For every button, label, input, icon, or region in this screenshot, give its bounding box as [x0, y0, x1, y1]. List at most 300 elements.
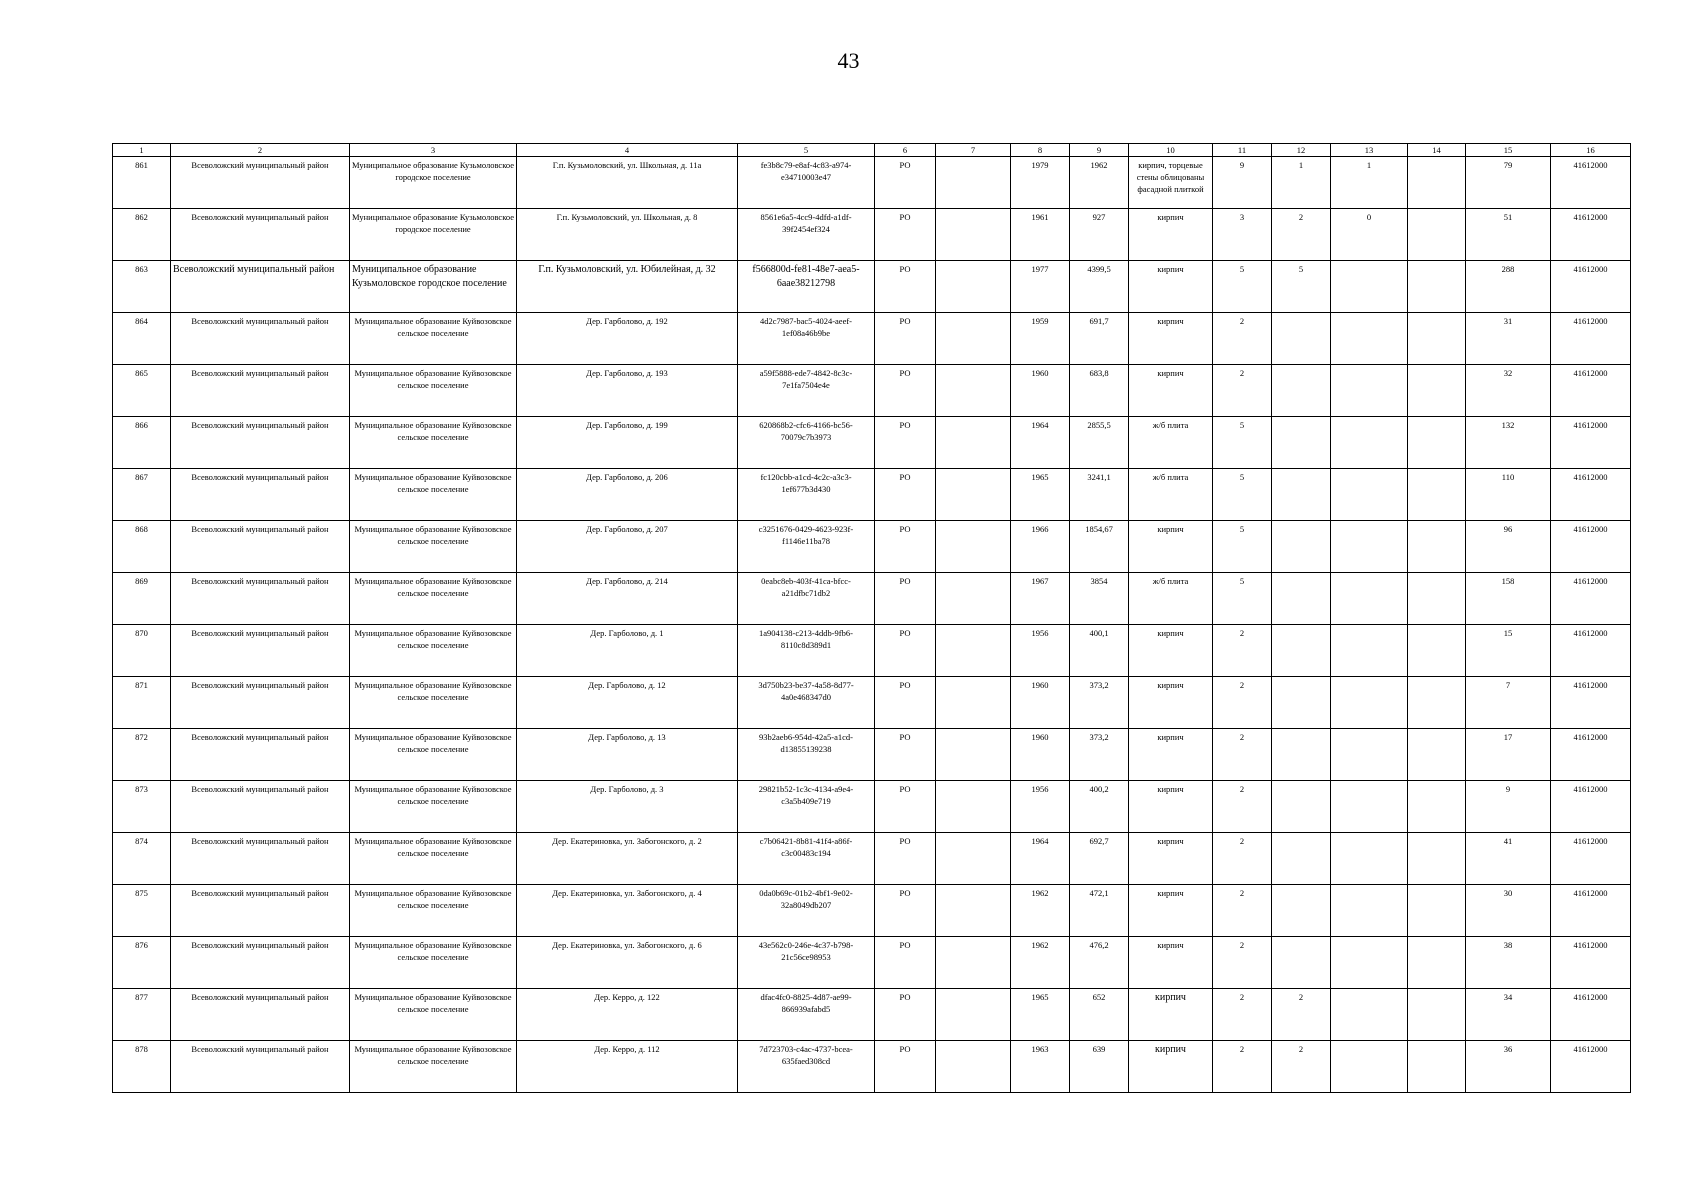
area-cell: 476,2 [1070, 937, 1129, 989]
wall-material-cell: ж/б плита [1129, 469, 1213, 521]
oktmo-cell: 41612000 [1551, 157, 1631, 209]
address-cell: Дер. Гарболово, д. 13 [517, 729, 738, 781]
row-number: 865 [113, 365, 171, 417]
district-cell: Всеволожский муниципальный район [171, 677, 350, 729]
guid-cell: 7d723703-c4ac-4737-bcea-635faed308cd [738, 1041, 875, 1093]
col7-cell [936, 989, 1011, 1041]
district-cell: Всеволожский муниципальный район [171, 157, 350, 209]
col14-cell [1408, 677, 1466, 729]
year-cell: 1960 [1011, 365, 1070, 417]
guid-cell: c7b06421-8b81-41f4-a86f-c3c00483c194 [738, 833, 875, 885]
column-header-13: 13 [1331, 144, 1408, 157]
col14-cell [1408, 625, 1466, 677]
col12-cell [1272, 677, 1331, 729]
address-cell: Дер. Гарболово, д. 12 [517, 677, 738, 729]
address-cell: Дер. Гарболово, д. 3 [517, 781, 738, 833]
municipality-cell: Муниципальное образование Куйвозовское сельское поселение [350, 417, 517, 469]
table-row [113, 261, 1631, 313]
year-cell: 1960 [1011, 729, 1070, 781]
table-row [113, 729, 1631, 781]
col14-cell [1408, 261, 1466, 313]
col11-cell: 5 [1213, 469, 1272, 521]
oktmo-cell: 41612000 [1551, 885, 1631, 937]
col13-cell [1331, 833, 1408, 885]
column-header-7: 7 [936, 144, 1011, 157]
table-row [113, 417, 1631, 469]
col6-cell: РО [875, 989, 936, 1041]
col11-cell: 2 [1213, 833, 1272, 885]
col7-cell [936, 157, 1011, 209]
col14-cell [1408, 989, 1466, 1041]
district-cell: Всеволожский муниципальный район [171, 417, 350, 469]
col15-cell: 34 [1466, 989, 1551, 1041]
wall-material-cell: кирпич [1129, 937, 1213, 989]
oktmo-cell: 41612000 [1551, 573, 1631, 625]
area-cell: 373,2 [1070, 729, 1129, 781]
col11-cell: 9 [1213, 157, 1272, 209]
col7-cell [936, 729, 1011, 781]
column-header-6: 6 [875, 144, 936, 157]
col14-cell [1408, 157, 1466, 209]
col12-cell [1272, 313, 1331, 365]
col7-cell [936, 677, 1011, 729]
col6-cell: РО [875, 209, 936, 261]
col15-cell: 110 [1466, 469, 1551, 521]
column-header-15: 15 [1466, 144, 1551, 157]
oktmo-cell: 41612000 [1551, 365, 1631, 417]
col15-cell: 158 [1466, 573, 1551, 625]
oktmo-cell: 41612000 [1551, 677, 1631, 729]
oktmo-cell: 41612000 [1551, 417, 1631, 469]
area-cell: 652 [1070, 989, 1129, 1041]
col11-cell: 2 [1213, 781, 1272, 833]
municipality-cell: Муниципальное образование Куйвозовское сельское поселение [350, 313, 517, 365]
municipality-cell: Муниципальное образование Куйвозовское сельское поселение [350, 677, 517, 729]
oktmo-cell: 41612000 [1551, 209, 1631, 261]
col13-cell: 1 [1331, 157, 1408, 209]
district-cell: Всеволожский муниципальный район [171, 469, 350, 521]
col7-cell [936, 833, 1011, 885]
col6-cell: РО [875, 157, 936, 209]
column-header-1: 1 [113, 144, 171, 157]
row-number: 874 [113, 833, 171, 885]
col15-cell: 30 [1466, 885, 1551, 937]
municipality-cell: Муниципальное образование Кузьмоловское городское поселение [350, 261, 517, 313]
wall-material-cell: кирпич, торцевые стены облицованы фасадной плиткой [1129, 157, 1213, 209]
table-row [113, 937, 1631, 989]
col11-cell: 2 [1213, 989, 1272, 1041]
guid-cell: 1a904138-c213-4ddb-9fb6-8110c8d389d1 [738, 625, 875, 677]
year-cell: 1960 [1011, 677, 1070, 729]
col15-cell: 288 [1466, 261, 1551, 313]
year-cell: 1979 [1011, 157, 1070, 209]
col14-cell [1408, 573, 1466, 625]
row-number: 871 [113, 677, 171, 729]
col11-cell: 2 [1213, 885, 1272, 937]
year-cell: 1964 [1011, 833, 1070, 885]
area-cell: 400,2 [1070, 781, 1129, 833]
district-cell: Всеволожский муниципальный район [171, 885, 350, 937]
row-number: 861 [113, 157, 171, 209]
municipality-cell: Муниципальное образование Куйвозовское сельское поселение [350, 469, 517, 521]
address-cell: Дер. Гарболово, д. 192 [517, 313, 738, 365]
municipality-cell: Муниципальное образование Кузьмоловское городское поселение [350, 209, 517, 261]
address-cell: Дер. Керро, д. 122 [517, 989, 738, 1041]
year-cell: 1956 [1011, 625, 1070, 677]
municipality-cell: Муниципальное образование Куйвозовское сельское поселение [350, 833, 517, 885]
wall-material-cell: кирпич [1129, 1041, 1213, 1093]
column-header-4: 4 [517, 144, 738, 157]
area-cell: 400,1 [1070, 625, 1129, 677]
row-number: 869 [113, 573, 171, 625]
col12-cell [1272, 573, 1331, 625]
guid-cell: c3251676-0429-4623-923f-f1146e11ba78 [738, 521, 875, 573]
col6-cell: РО [875, 469, 936, 521]
col13-cell [1331, 521, 1408, 573]
column-header-12: 12 [1272, 144, 1331, 157]
column-number-header [113, 144, 1631, 157]
wall-material-cell: кирпич [1129, 365, 1213, 417]
col15-cell: 132 [1466, 417, 1551, 469]
district-cell: Всеволожский муниципальный район [171, 313, 350, 365]
col13-cell: 0 [1331, 209, 1408, 261]
guid-cell: 0eabc8eb-403f-41ca-bfcc-a21dfbc71db2 [738, 573, 875, 625]
area-cell: 472,1 [1070, 885, 1129, 937]
wall-material-cell: кирпич [1129, 209, 1213, 261]
table-body [113, 157, 1631, 1093]
area-cell: 3854 [1070, 573, 1129, 625]
year-cell: 1956 [1011, 781, 1070, 833]
year-cell: 1961 [1011, 209, 1070, 261]
district-cell: Всеволожский муниципальный район [171, 573, 350, 625]
col11-cell: 2 [1213, 625, 1272, 677]
wall-material-cell: кирпич [1129, 313, 1213, 365]
col14-cell [1408, 209, 1466, 261]
guid-cell: a59f5888-ede7-4842-8c3c-7e1fa7504e4e [738, 365, 875, 417]
col14-cell [1408, 1041, 1466, 1093]
municipality-cell: Муниципальное образование Куйвозовское сельское поселение [350, 365, 517, 417]
col13-cell [1331, 313, 1408, 365]
col11-cell: 3 [1213, 209, 1272, 261]
guid-cell: 29821b52-1c3c-4134-a9e4-c3a5b409e719 [738, 781, 875, 833]
address-cell: Дер. Гарболово, д. 207 [517, 521, 738, 573]
col12-cell [1272, 365, 1331, 417]
col14-cell [1408, 937, 1466, 989]
col15-cell: 15 [1466, 625, 1551, 677]
area-cell: 1854,67 [1070, 521, 1129, 573]
area-cell: 927 [1070, 209, 1129, 261]
column-header-2: 2 [171, 144, 350, 157]
col6-cell: РО [875, 521, 936, 573]
col6-cell: РО [875, 781, 936, 833]
table-row [113, 677, 1631, 729]
wall-material-cell: кирпич [1129, 521, 1213, 573]
wall-material-cell: кирпич [1129, 677, 1213, 729]
guid-cell: 43e562c0-246e-4c37-b798-21c56ce98953 [738, 937, 875, 989]
col13-cell [1331, 625, 1408, 677]
col7-cell [936, 1041, 1011, 1093]
oktmo-cell: 41612000 [1551, 833, 1631, 885]
col15-cell: 51 [1466, 209, 1551, 261]
area-cell: 4399,5 [1070, 261, 1129, 313]
address-cell: Дер. Екатериновка, ул. Забогонского, д. 6 [517, 937, 738, 989]
col13-cell [1331, 417, 1408, 469]
area-cell: 683,8 [1070, 365, 1129, 417]
table-row [113, 833, 1631, 885]
area-cell: 639 [1070, 1041, 1129, 1093]
column-header-16: 16 [1551, 144, 1631, 157]
oktmo-cell: 41612000 [1551, 521, 1631, 573]
oktmo-cell: 41612000 [1551, 469, 1631, 521]
col6-cell: РО [875, 677, 936, 729]
col7-cell [936, 781, 1011, 833]
guid-cell: fe3b8c79-e8af-4c83-a974-e34710003e47 [738, 157, 875, 209]
col12-cell [1272, 937, 1331, 989]
municipality-cell: Муниципальное образование Куйвозовское сельское поселение [350, 625, 517, 677]
wall-material-cell: кирпич [1129, 729, 1213, 781]
column-header-8: 8 [1011, 144, 1070, 157]
col7-cell [936, 209, 1011, 261]
row-number: 868 [113, 521, 171, 573]
area-cell: 3241,1 [1070, 469, 1129, 521]
col12-cell [1272, 469, 1331, 521]
municipality-cell: Муниципальное образование Куйвозовское сельское поселение [350, 521, 517, 573]
address-cell: Г.п. Кузьмоловский, ул. Юбилейная, д. 32 [517, 261, 738, 313]
col14-cell [1408, 781, 1466, 833]
col15-cell: 9 [1466, 781, 1551, 833]
col13-cell [1331, 365, 1408, 417]
col7-cell [936, 417, 1011, 469]
col14-cell [1408, 365, 1466, 417]
wall-material-cell: кирпич [1129, 885, 1213, 937]
year-cell: 1967 [1011, 573, 1070, 625]
oktmo-cell: 41612000 [1551, 729, 1631, 781]
district-cell: Всеволожский муниципальный район [171, 937, 350, 989]
row-number: 863 [113, 261, 171, 313]
col15-cell: 31 [1466, 313, 1551, 365]
col7-cell [936, 313, 1011, 365]
col6-cell: РО [875, 833, 936, 885]
municipality-cell: Муниципальное образование Куйвозовское сельское поселение [350, 885, 517, 937]
column-header-14: 14 [1408, 144, 1466, 157]
guid-cell: dfac4fc0-8825-4d87-ae99-866939afabd5 [738, 989, 875, 1041]
col6-cell: РО [875, 573, 936, 625]
col15-cell: 96 [1466, 521, 1551, 573]
address-cell: Дер. Керро, д. 112 [517, 1041, 738, 1093]
col7-cell [936, 937, 1011, 989]
municipality-cell: Муниципальное образование Куйвозовское сельское поселение [350, 1041, 517, 1093]
area-cell: 373,2 [1070, 677, 1129, 729]
col13-cell [1331, 937, 1408, 989]
column-header-10: 10 [1129, 144, 1213, 157]
year-cell: 1964 [1011, 417, 1070, 469]
col6-cell: РО [875, 885, 936, 937]
col14-cell [1408, 729, 1466, 781]
row-number: 872 [113, 729, 171, 781]
year-cell: 1977 [1011, 261, 1070, 313]
col6-cell: РО [875, 729, 936, 781]
col11-cell: 5 [1213, 521, 1272, 573]
row-number: 875 [113, 885, 171, 937]
district-cell: Всеволожский муниципальный район [171, 625, 350, 677]
col11-cell: 2 [1213, 365, 1272, 417]
col11-cell: 2 [1213, 677, 1272, 729]
oktmo-cell: 41612000 [1551, 781, 1631, 833]
year-cell: 1965 [1011, 989, 1070, 1041]
municipality-cell: Муниципальное образование Куйвозовское сельское поселение [350, 781, 517, 833]
col15-cell: 7 [1466, 677, 1551, 729]
column-header-11: 11 [1213, 144, 1272, 157]
area-cell: 1962 [1070, 157, 1129, 209]
area-cell: 692,7 [1070, 833, 1129, 885]
table-row [113, 1041, 1631, 1093]
col7-cell [936, 261, 1011, 313]
col15-cell: 79 [1466, 157, 1551, 209]
table-row [113, 885, 1631, 937]
col6-cell: РО [875, 365, 936, 417]
col13-cell [1331, 729, 1408, 781]
col11-cell: 5 [1213, 261, 1272, 313]
guid-cell: 93b2aeb6-954d-42a5-a1cd-d13855139238 [738, 729, 875, 781]
guid-cell: fc120cbb-a1cd-4c2c-a3c3-1ef677b3d430 [738, 469, 875, 521]
col13-cell [1331, 261, 1408, 313]
municipality-cell: Муниципальное образование Куйвозовское сельское поселение [350, 573, 517, 625]
col13-cell [1331, 1041, 1408, 1093]
table-row [113, 573, 1631, 625]
col7-cell [936, 469, 1011, 521]
col6-cell: РО [875, 417, 936, 469]
oktmo-cell: 41612000 [1551, 989, 1631, 1041]
oktmo-cell: 41612000 [1551, 625, 1631, 677]
col15-cell: 36 [1466, 1041, 1551, 1093]
year-cell: 1959 [1011, 313, 1070, 365]
guid-cell: 620868b2-cfc6-4166-bc56-70079c7b3973 [738, 417, 875, 469]
row-number: 876 [113, 937, 171, 989]
address-cell: Дер. Гарболово, д. 206 [517, 469, 738, 521]
col12-cell [1272, 625, 1331, 677]
guid-cell: 8561e6a5-4cc9-4dfd-a1df-39f2454ef324 [738, 209, 875, 261]
col13-cell [1331, 885, 1408, 937]
col12-cell: 2 [1272, 1041, 1331, 1093]
address-cell: Дер. Гарболово, д. 1 [517, 625, 738, 677]
table-row [113, 157, 1631, 209]
col12-cell: 2 [1272, 989, 1331, 1041]
oktmo-cell: 41612000 [1551, 937, 1631, 989]
col13-cell [1331, 469, 1408, 521]
year-cell: 1962 [1011, 937, 1070, 989]
district-cell: Всеволожский муниципальный район [171, 209, 350, 261]
wall-material-cell: кирпич [1129, 625, 1213, 677]
col12-cell: 5 [1272, 261, 1331, 313]
guid-cell: f566800d-fe81-48e7-aea5-6aae38212798 [738, 261, 875, 313]
col11-cell: 5 [1213, 573, 1272, 625]
municipality-cell: Муниципальное образование Куйвозовское сельское поселение [350, 937, 517, 989]
district-cell: Всеволожский муниципальный район [171, 261, 350, 313]
column-header-5: 5 [738, 144, 875, 157]
row-number: 867 [113, 469, 171, 521]
address-cell: Г.п. Кузьмоловский, ул. Школьная, д. 8 [517, 209, 738, 261]
row-number: 878 [113, 1041, 171, 1093]
col12-cell [1272, 729, 1331, 781]
address-cell: Дер. Гарболово, д. 214 [517, 573, 738, 625]
wall-material-cell: ж/б плита [1129, 573, 1213, 625]
area-cell: 691,7 [1070, 313, 1129, 365]
col12-cell [1272, 885, 1331, 937]
col15-cell: 41 [1466, 833, 1551, 885]
table-row [113, 313, 1631, 365]
oktmo-cell: 41612000 [1551, 313, 1631, 365]
col7-cell [936, 573, 1011, 625]
col6-cell: РО [875, 625, 936, 677]
col14-cell [1408, 469, 1466, 521]
row-number: 862 [113, 209, 171, 261]
col6-cell: РО [875, 261, 936, 313]
col6-cell: РО [875, 1041, 936, 1093]
oktmo-cell: 41612000 [1551, 1041, 1631, 1093]
col11-cell: 5 [1213, 417, 1272, 469]
address-cell: Дер. Гарболово, д. 199 [517, 417, 738, 469]
row-number: 870 [113, 625, 171, 677]
col15-cell: 17 [1466, 729, 1551, 781]
col13-cell [1331, 677, 1408, 729]
col11-cell: 2 [1213, 937, 1272, 989]
municipality-cell: Муниципальное образование Куйвозовское сельское поселение [350, 729, 517, 781]
year-cell: 1965 [1011, 469, 1070, 521]
municipality-cell: Муниципальное образование Кузьмоловское городское поселение [350, 157, 517, 209]
address-cell: Дер. Гарболово, д. 193 [517, 365, 738, 417]
district-cell: Всеволожский муниципальный район [171, 365, 350, 417]
area-cell: 2855,5 [1070, 417, 1129, 469]
address-cell: Дер. Екатериновка, ул. Забогонского, д. 2 [517, 833, 738, 885]
year-cell: 1963 [1011, 1041, 1070, 1093]
guid-cell: 0da0b69c-01b2-4bf1-9e02-32a8049db207 [738, 885, 875, 937]
wall-material-cell: кирпич [1129, 781, 1213, 833]
housing-registry-table [112, 143, 1631, 1093]
address-cell: Г.п. Кузьмоловский, ул. Школьная, д. 11а [517, 157, 738, 209]
year-cell: 1966 [1011, 521, 1070, 573]
col6-cell: РО [875, 937, 936, 989]
municipality-cell: Муниципальное образование Куйвозовское сельское поселение [350, 989, 517, 1041]
row-number: 866 [113, 417, 171, 469]
col15-cell: 32 [1466, 365, 1551, 417]
table-row [113, 625, 1631, 677]
column-header-9: 9 [1070, 144, 1129, 157]
col13-cell [1331, 989, 1408, 1041]
wall-material-cell: кирпич [1129, 833, 1213, 885]
wall-material-cell: кирпич [1129, 989, 1213, 1041]
col7-cell [936, 521, 1011, 573]
col11-cell: 2 [1213, 1041, 1272, 1093]
wall-material-cell: ж/б плита [1129, 417, 1213, 469]
col12-cell [1272, 417, 1331, 469]
address-cell: Дер. Екатериновка, ул. Забогонского, д. 4 [517, 885, 738, 937]
district-cell: Всеволожский муниципальный район [171, 1041, 350, 1093]
col7-cell [936, 365, 1011, 417]
oktmo-cell: 41612000 [1551, 261, 1631, 313]
col14-cell [1408, 521, 1466, 573]
table-row [113, 521, 1631, 573]
col13-cell [1331, 781, 1408, 833]
table-row [113, 365, 1631, 417]
page-number: 43 [837, 48, 860, 73]
row-number: 873 [113, 781, 171, 833]
col12-cell [1272, 833, 1331, 885]
col14-cell [1408, 417, 1466, 469]
col12-cell: 2 [1272, 209, 1331, 261]
table-row [113, 989, 1631, 1041]
district-cell: Всеволожский муниципальный район [171, 729, 350, 781]
district-cell: Всеволожский муниципальный район [171, 989, 350, 1041]
